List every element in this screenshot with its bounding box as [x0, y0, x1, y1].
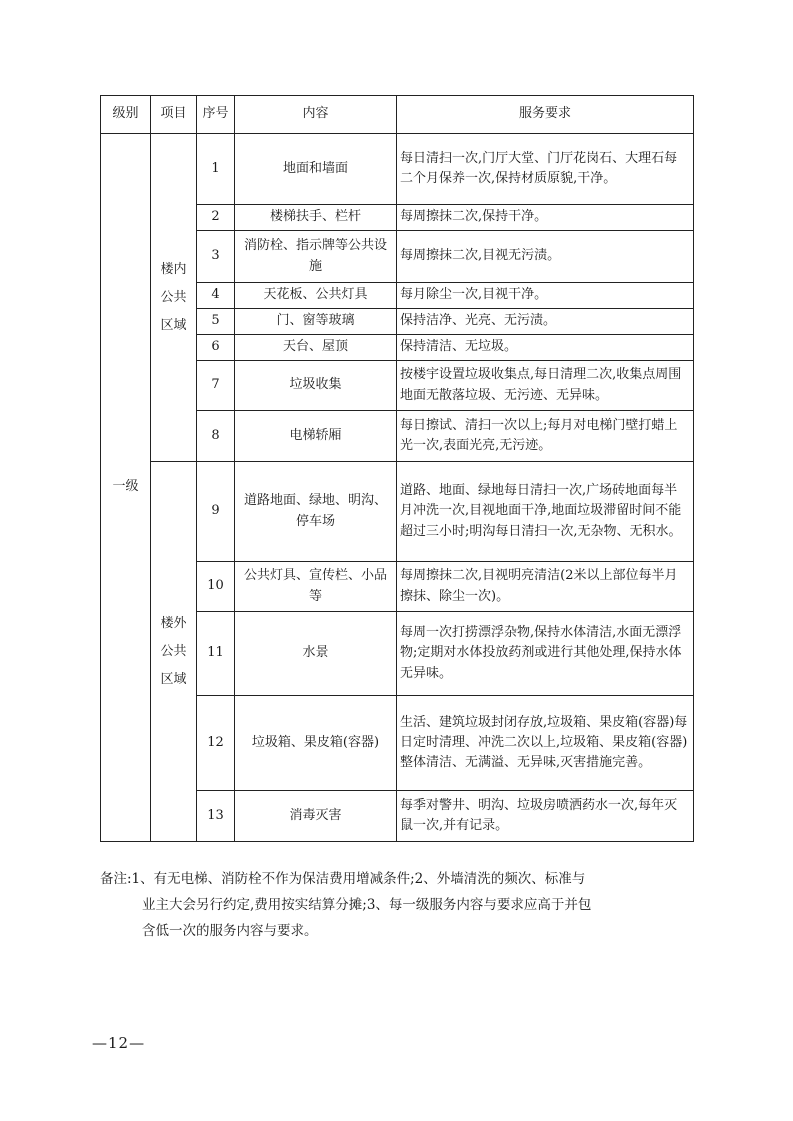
note-line: 业主大会另行约定,费用按实结算分摊;3、每一级服务内容与要求应高于并包: [142, 897, 592, 913]
row-content: 垃圾收集: [235, 361, 397, 411]
row-requirement: 生活、建筑垃圾封闭存放,垃圾箱、果皮箱(容器)每日定时清理、冲洗二次以上,垃圾箱、果皮箱(容器)整体清洁、无满溢、无异味,灭害措施完善。: [397, 696, 694, 791]
header-number: 序号: [197, 96, 235, 134]
row-content: 公共灯具、宣传栏、小品等: [235, 562, 397, 612]
group-indoor-cell: [151, 134, 197, 462]
row-content: 消防栓、指示牌等公共设施: [235, 231, 397, 283]
table-row: [101, 462, 694, 562]
row-number: 13: [197, 791, 235, 842]
row-number: 8: [197, 411, 235, 462]
row-requirement: 每季对警井、明沟、垃圾房喷洒药水一次,每年灭鼠一次,并有记录。: [397, 791, 694, 842]
table-header-row: [101, 96, 694, 134]
row-number: 12: [197, 696, 235, 791]
group-indoor-line: 楼内: [160, 261, 187, 277]
row-requirement: 按楼宇设置垃圾收集点,每日清理二次,收集点周围地面无散落垃圾、无污迹、无异味。: [397, 361, 694, 411]
row-number: 7: [197, 361, 235, 411]
note-line: 含低一次的服务内容与要求。: [142, 923, 318, 939]
row-requirement: 每日擦试、清扫一次以上;每月对电梯门壁打蜡上光一次,表面光亮,无污迹。: [397, 411, 694, 462]
row-requirement: 每周擦抹二次,目视明亮清洁(2米以上部位每半月擦抹、除尘一次)。: [397, 562, 694, 612]
row-requirement: 每周一次打捞漂浮杂物,保持水体清洁,水面无漂浮物;定期对水体投放药剂或进行其他处理,保持水体无异味。: [397, 612, 694, 696]
row-requirement: 保持洁净、光亮、无污渍。: [397, 309, 694, 335]
row-content: 天花板、公共灯具: [235, 283, 397, 309]
group-outdoor-cell: [151, 462, 197, 842]
row-content: 电梯轿厢: [235, 411, 397, 462]
page-number: —12—: [92, 1034, 146, 1052]
row-requirement: 每周擦抹二次,目视无污渍。: [397, 231, 694, 283]
header-level: 级别: [101, 96, 151, 134]
header-item: 项目: [151, 96, 197, 134]
row-content: 地面和墙面: [235, 134, 397, 205]
row-content: 垃圾箱、果皮箱(容器): [235, 696, 397, 791]
group-outdoor-line: 区域: [160, 671, 187, 687]
row-number: 11: [197, 612, 235, 696]
row-number: 9: [197, 462, 235, 562]
row-requirement: 每周擦抹二次,保持干净。: [397, 205, 694, 231]
row-number: 2: [197, 205, 235, 231]
service-standard-table: [100, 95, 694, 842]
row-requirement: 每月除尘一次,目视干净。: [397, 283, 694, 309]
row-content: 消毒灭害: [235, 791, 397, 842]
row-number: 5: [197, 309, 235, 335]
row-number: 4: [197, 283, 235, 309]
row-number: 6: [197, 335, 235, 361]
table-note: [100, 866, 696, 944]
group-outdoor-line: 公共: [160, 643, 187, 659]
group-outdoor-line: 楼外: [160, 615, 187, 631]
header-content: 内容: [235, 96, 397, 134]
row-requirement: 道路、地面、绿地每日清扫一次,广场砖地面每半月冲洗一次,目视地面干净,地面垃圾滞留时间不能超过三小时;明沟每日清扫一次,无杂物、无积水。: [397, 462, 694, 562]
row-number: 3: [197, 231, 235, 283]
row-content: 楼梯扶手、栏杆: [235, 205, 397, 231]
row-content: 道路地面、绿地、明沟、停车场: [235, 462, 397, 562]
row-content: 天台、屋顶: [235, 335, 397, 361]
row-number: 10: [197, 562, 235, 612]
row-requirement: 每日清扫一次,门厅大堂、门厅花岗石、大理石每二个月保养一次,保持材质原貌,干净。: [397, 134, 694, 205]
row-number: 1: [197, 134, 235, 205]
group-indoor-line: 区域: [160, 317, 187, 333]
row-content: 门、窗等玻璃: [235, 309, 397, 335]
group-indoor-line: 公共: [160, 289, 187, 305]
level-cell: 一级: [101, 134, 151, 842]
note-line: 备注:1、有无电梯、消防栓不作为保洁费用增减条件;2、外墙清洗的频次、标准与: [100, 871, 586, 887]
header-requirement: 服务要求: [397, 96, 694, 134]
row-content: 水景: [235, 612, 397, 696]
row-requirement: 保持清洁、无垃圾。: [397, 335, 694, 361]
table-row: [101, 134, 694, 205]
